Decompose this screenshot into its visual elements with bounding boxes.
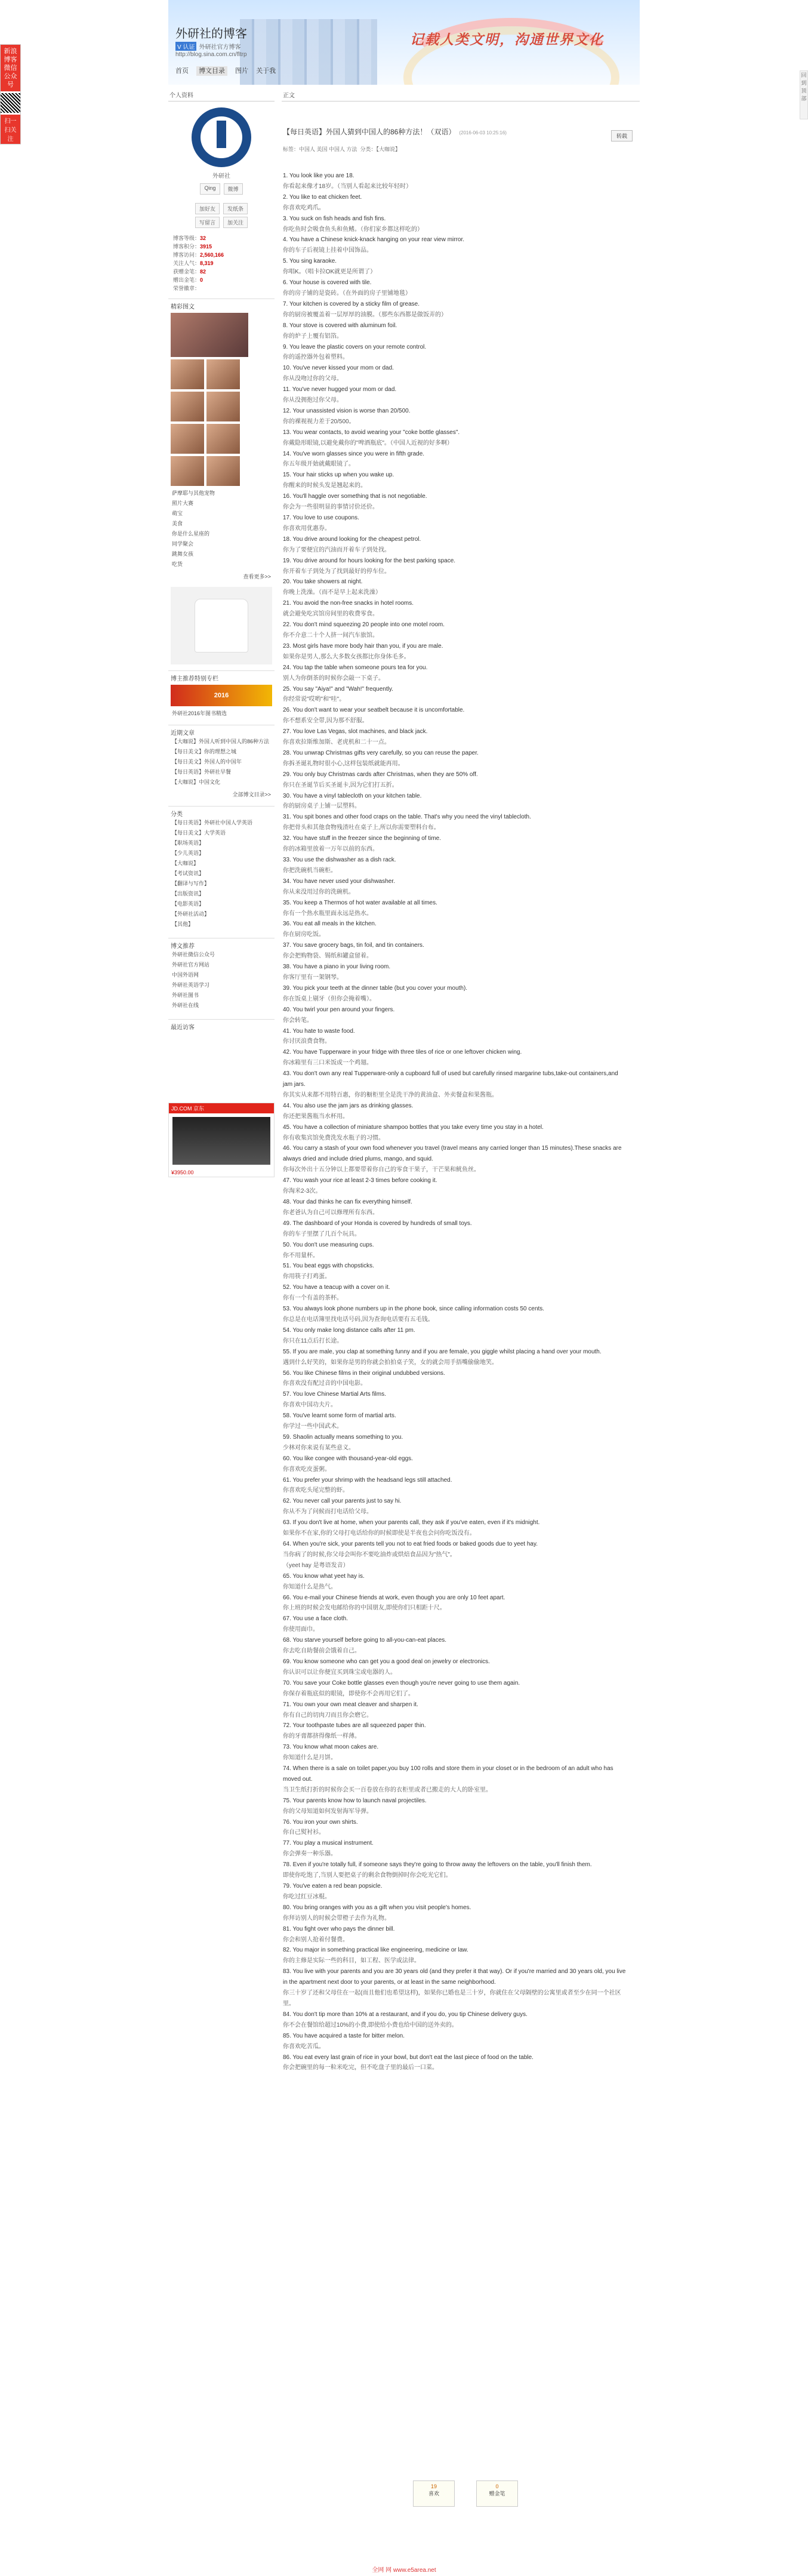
article-line: 11. You've never hugged your mom or dad. [283,386,397,393]
article-line: 63. If you don't live at home, when your parents call, they ask if you've eaten, even if it's midnight. [283,1519,540,1526]
article-line: 少林对你来说有某些意义。 [283,1444,354,1451]
main-heading: 正文 [282,88,640,101]
photo-thumb[interactable] [171,313,248,357]
photo-thumb[interactable] [206,456,240,486]
article-line: 71. You own your own meat cleaver and sharpen it. [283,1701,418,1708]
article-line: 81. You fight over who pays the dinner bill. [283,1925,395,1932]
category-link[interactable]: 【每日美文】大学英语 [172,830,226,836]
tshirt-image [195,599,248,653]
photo-thumb[interactable] [206,392,240,421]
photo-caption[interactable]: 跳舞女孩 [172,551,194,557]
article-line: 你吃鱼时会吸食鱼头和鱼鳍。（你们家乡都这样吃的） [283,226,423,233]
photo-thumb[interactable] [171,424,204,454]
article-line: 40. You twirl your pen around your fingers. [283,1006,395,1013]
article-line: 66. You e-mail your Chinese friends at work, even though you are only 10 feet apart. [283,1594,505,1601]
stat-visits: 博客访问：2,560,166 [173,252,224,258]
article-line: 64. When you're sick, your parents tell you not to eat fried foods or baked goods due to yeet hay. [283,1541,538,1547]
tshirt-ad[interactable] [171,587,272,664]
photo-thumb[interactable] [206,359,240,389]
avatar[interactable] [192,107,251,167]
article-line: 你的主修是实际一些的科目，如工程、医学或法律。 [283,1958,420,1965]
photo-caption[interactable]: 萌宝 [172,510,183,516]
sidebar [168,88,275,1177]
article-line: 你拆圣诞礼物时很小心,这样包装纸就能再用。 [283,760,404,767]
article-line: 你把骨头和其他食物残渣吐在桌子上,所以你需要塑料台布。 [283,824,440,832]
stat-followers: 关注人气：8,319 [173,260,214,266]
links-list [168,950,275,1013]
article-title [283,127,640,137]
blog-stats [173,234,275,293]
follow-button[interactable]: 加关注 [223,217,248,228]
article-line: 73. You know what moon cakes are. [283,1744,379,1751]
article-line: 你会和别人抢着付餐费。 [283,1936,349,1943]
article-line: 82. You major in something practical like engineering, medicine or law. [283,1947,468,1954]
article-line: 22. You don't mind squeezing 20 people into one motel room. [283,621,445,629]
article-line: 61. You prefer your shrimp with the headsand legs still attached. [283,1476,452,1484]
category-link[interactable]: 【大咖说】 [172,860,199,866]
article-line: 84. You don't tip more than 10% at a restaurant, and if you do, you tip Chinese delivery guys. [283,2011,528,2018]
article-line: 53. You always look phone numbers up in the phone book, since calling information costs 50 cents. [283,1306,545,1313]
article-line: 58. You've learnt some form of martial arts. [283,1412,396,1420]
banner-slogan: 记载人类文明，沟通世界文化 [410,32,604,48]
tags-label: 标签： [283,146,300,152]
article-line: 你的裸视视力差于20/500。 [283,418,355,425]
article-line: 29. You only buy Christmas cards after Christmas, when they are 50% off. [283,771,478,778]
blog-page [168,0,640,2497]
article-line: 23. Most girls have more body hair than you, if you are male. [283,642,443,650]
category-link[interactable]: 【翻译与写作】 [172,881,210,887]
article-line: 当卫生纸打折的时候你会买一百卷放在你的衣柜里或者已搬走的大人的卧室里。 [283,1786,492,1793]
article-line: 86. You eat every last grain of rice in your bowl, but don't eat the last piece of food on the table. [283,2054,533,2061]
recent-articles-title: 近期文章 [168,725,275,737]
all-articles-link[interactable]: 全部博文目录>> [232,792,271,798]
repost-button[interactable]: 转载 [611,130,633,141]
category-link[interactable]: 【外研社活动】 [172,911,210,917]
article-line: 10. You've never kissed your mom or dad. [283,365,394,372]
article-line: 65. You know what yeet hay is. [283,1572,365,1580]
article-line: 你的冰箱里放着一万年以前的东西。 [283,846,378,853]
like-count: 19 [430,2483,437,2489]
article-main [282,88,640,2073]
stat-points: 博客积分：3915 [173,244,212,250]
article-line: 你喜欢中国功夫片。 [283,1402,337,1409]
categories-list [168,818,275,932]
article-line: 你喜欢吃苦瓜。 [283,2043,325,2050]
article-line: 你喜欢吃鸡爪。 [283,204,325,211]
article-line: 3. You suck on fish heads and fish fins. [283,215,386,222]
links-title: 博文推荐 [168,938,275,950]
article-line: 你会把碗里的每一粒米吃完，但不吃盘子里的最后一口菜。 [283,2064,438,2072]
article-line: 35. You keep a Thermos of hot water available at all times. [283,899,437,906]
article-line: 43. You don't own any real Tupperware-only a cupboard full of used but carefully rinsed margarine tubs,take-out containers,and jam jars. [283,1070,618,1088]
article-line: 你认识可以让你便宜买到珠宝或电器的人。 [283,1669,396,1676]
article-line: 你保存着瓶底似的眼镜，即使你不会再用它们了。 [283,1690,414,1697]
article-line: （yeet hay 是粤语发音） [283,1562,349,1569]
article-line: 74. When there is a sale on toilet paper,you buy 100 rolls and store them in your closet or in the bedroom of an adult who has moved out. [283,1765,613,1783]
article-line: 你有一个有盖的茶杯。 [283,1295,343,1302]
article-line: 即使你吃饱了,当别人要把桌子的剩余食物倒掉时你会吃光它们。 [283,1872,452,1879]
nav-home[interactable]: 首页 [175,67,189,75]
friend-link[interactable]: 中国外语网 [172,972,199,978]
article-line: 你唱K。（唱卡拉OK就更是所谓了） [283,269,377,276]
article-line: 你有一个热水瓶里面永远是热水。 [283,910,372,917]
article-line: 76. You iron your own shirts. [283,1818,358,1826]
gift-label: 赠金笔 [489,2491,505,2497]
article-line: 62. You never call your parents just to say hi. [283,1498,402,1505]
article-time: (2016-06-03 10:25:16) [459,130,507,136]
rainbow-decoration [395,18,628,85]
photo-caption[interactable]: 萨摩耶与其他宠物 [172,490,215,496]
article-line: 31. You spit bones and other food craps on the table. That's why you need the vinyl tablecloth. [283,814,531,821]
article-actions [413,2480,518,2507]
weibo-qr-float[interactable] [0,44,21,144]
article-line: 1. You look like you are 18. [283,173,354,179]
photo-grid [168,310,275,488]
blog-subtitle [175,42,240,51]
article-line: 你会为一些很明显的事情讨价还价。 [283,504,378,511]
article-line: 你客厅里有一架钢琴。 [283,974,343,981]
more-photos-link[interactable]: 查看更多>> [243,574,271,580]
article-line: 你戴隐形眼镜,以避免戴你的"啤酒瓶底"。（中国人近视的好多啊） [283,439,453,447]
tower-icon [217,121,226,148]
stat-pens-received: 获赠金笔：82 [173,269,206,275]
article-line: 你会弹奏一种乐器。 [283,1851,337,1858]
article-line: 59. Shaolin actually means something to you. [283,1433,403,1441]
article-line: 你冰箱里有三口米饭或一个鸡翅。 [283,1060,372,1067]
article-line: 遇到什么好笑的，如果你是男的你就会拍拍桌子笑，女的就会用手捂嘴偷偷地笑。 [283,1359,498,1366]
category-link[interactable]: 【电影英语】 [172,901,205,907]
article-line: 你吃过红豆冰棍。 [283,1893,331,1900]
article-line: 你在饭桌上剔牙（但你会掩着嘴）。 [283,995,375,1002]
stat-pens-given: 赠出金笔：0 [173,277,203,283]
footer-watermark: 全网 网 www.e5area.net [372,2567,436,2574]
article-line: 你不想系安全带,因为那不舒服。 [283,718,368,725]
like-label: 喜欢 [428,2491,439,2497]
article-line: 你的父母知道如何发射海军导弹。 [283,1808,372,1815]
article-line: 你的车子里摆了几百个玩具。 [283,1230,360,1238]
article-line: 12. Your unassisted vision is worse than 20/500. [283,407,411,414]
article-line: 当你病了的时候,你父母会叫你不要吃油炸或烘焙食品因为"热气"。 [283,1551,456,1558]
article-line: 你会转笔。 [283,1017,313,1024]
article-line: 18. You drive around looking for the cheapest petrol. [283,535,421,543]
article-line: 7. Your kitchen is covered by a sticky film of grease. [283,300,420,307]
article-line: 你老爸认为自己可以修理所有东西。 [283,1209,378,1216]
category-link[interactable]: 【考试资讯】 [172,870,205,876]
jd-ad-header: JD.COM 京东 [169,1103,274,1113]
article-line: 你有自己的切肉刀而且你会磨它。 [283,1712,372,1719]
article-line: 9. You leave the plastic covers on your remote control. [283,343,427,350]
article-line: 你在厨房吃饭。 [283,931,325,938]
article-line: 44. You also use the jam jars as drinking glasses. [283,1102,414,1109]
jd-ad[interactable] [168,1103,275,1177]
photo-thumb[interactable] [206,424,240,454]
article-line: 你每次外出十五分钟以上都要带着你自己的零食干果子，干芒果和鱿鱼丝。 [283,1167,480,1174]
article-line: 45. You have a collection of miniature shampoo bottles that you take every time you stay in a hotel. [283,1124,544,1131]
article-line: 你只在11点后打长途。 [283,1337,343,1344]
back-to-top-tab[interactable]: 回到顶部 [800,70,808,119]
jd-price: ¥3950.00 [171,1169,194,1175]
article-meta [283,145,640,153]
article-line: 你会把购物袋、锡纸和罐盒留着。 [283,953,372,960]
article-line: 42. You have Tupperware in your fridge with three tiles of rice or one leftover chicken wing. [283,1049,522,1056]
article-line: 52. You have a teacup with a cover on it. [283,1284,390,1291]
article-line: 你三十岁了还和父母住在一起(而且他们也希望这样)，如果你已婚也是三十岁，你就住在父母隔壁的公寓里或者至少在同一个社区里。 [283,1990,621,2007]
blog-title[interactable]: 外研社的博客 [175,26,247,41]
article-line: 19. You drive around for hours looking for the best parking space. [283,557,456,564]
article-line: 46. You carry a stash of your own food whenever you travel (travel means any carried longer than 15 minutes).These snacks are always dried and include dried plums, mango, and squid. [283,1145,622,1163]
article-line: 5. You sing karaoke. [283,258,337,265]
article-line: 你从来没用过你的洗碗机。 [283,888,354,895]
recent-article-link[interactable]: 【每日美文】外国人的中国年 [172,759,242,765]
article-line: 49. The dashboard of your Honda is covered by hundreds of small toys. [283,1220,472,1227]
article-line: 38. You have a piano in your living room. [283,964,391,971]
article-line: 你喜欢吃头尾完整的虾。 [283,1487,349,1494]
article-line: 37. You save grocery bags, tin foil, and tin containers. [283,942,424,949]
article-line: 72. Your toothpaste tubes are all squeezed paper thin. [283,1722,426,1729]
jd-product-image [172,1117,270,1165]
article-line: 你从没拥抱过你父母。 [283,397,343,404]
article-line: 67. You use a face cloth. [283,1615,348,1623]
article-line: 你总是在电话簿里找电话号码,因为查询电话要有五毛钱。 [283,1316,434,1323]
article-line: 2. You like to eat chicken feet. [283,193,362,201]
nav-photos[interactable]: 图片 [235,67,249,75]
article-line: 48. Your dad thinks he can fix everything himself. [283,1199,412,1205]
article-line: 70. You save your Coke bottle glasses even though you're never going to use them again. [283,1679,520,1686]
article-line: 36. You eat all meals in the kitchen. [283,921,377,928]
stat-level: 博客等级：32 [173,235,206,241]
article-line: 你有收集宾馆免费洗发水瓶子的习惯。 [283,1134,384,1141]
verified-badge: V 认证 [175,42,196,51]
article-line: 你喜欢没有配过音的中国电影。 [283,1380,366,1387]
article-line: 30. You have a vinyl tablecloth on your kitchen table. [283,792,422,799]
write-message-button[interactable]: 写留言 [195,217,220,228]
gift-pen-button[interactable] [476,2480,518,2507]
article-line: 你的厨房桌子上铺一层塑料。 [283,803,360,810]
article-line: 你的炉子上覆有铝箔。 [283,333,343,340]
article-body [283,171,626,2073]
article-line: 28. You unwrap Christmas gifts very carefully, so you can reuse the paper. [283,749,479,756]
article-line: 79. You've eaten a red bean popsicle. [283,1883,383,1889]
red-promo-banner[interactable]: 2016 [171,685,272,706]
article-line: 68. You starve yourself before going to all-you-can-eat places. [283,1637,447,1644]
photo-caption[interactable]: 美食 [172,521,183,527]
article-line: 你上班的时候会发电邮给你的中国朋友,即使你们只相距十尺。 [283,1605,446,1612]
weibo-qr-caption: 扫一扫关注 [1,115,20,144]
visitors-title: 最近访客 [168,1019,275,1031]
article-line: 25. You say "Aiya!" and "Wah!" frequently. [283,685,393,693]
article-line: 别人为你倒茶的时候你会敲一下桌子。 [283,675,384,682]
article-line: 你用筷子打鸡蛋。 [283,1273,331,1281]
article-line: 你喜欢吃皮蛋粥。 [283,1466,331,1473]
photo-caption[interactable]: 你是什么星座的 [172,531,210,537]
article-line: 14. You've worn glasses since you were in fifth grade. [283,450,425,457]
article-line: 你从不为了问候而打电话给父母。 [283,1509,372,1516]
article-line: 56. You like Chinese films in their original undubbed versions. [283,1369,445,1377]
article-line: 75. Your parents know how to launch naval projectiles. [283,1797,427,1804]
article-line: 34. You have never used your dishwasher. [283,878,395,885]
photo-caption[interactable]: 照片大赛 [172,500,194,506]
article-line: 你自己熨衬衫。 [283,1829,325,1836]
article-line: 你为了要便宜的汽油而开着车子到处找。 [283,546,390,553]
qr-code-image [1,93,20,113]
ad-section-title: 博主推荐特别专栏 [168,670,275,682]
article-line: 你不会在餐馆给超过10%的小费,即使给小费也给中国的送外卖的。 [283,2021,458,2029]
article-line: 32. You have stuff in the freezer since the beginning of time. [283,835,441,842]
like-button[interactable] [413,2480,455,2507]
add-friend-button[interactable]: 加好友 [195,203,220,214]
article-line: 4. You have a Chinese knick-knack hanging on your rear view mirror. [283,236,465,244]
article-line: 47. You wash your rice at least 2-3 times before cooking it. [283,1177,437,1184]
friend-link[interactable]: 外研社英语学习 [172,982,210,988]
weibo-button[interactable]: 微博 [224,183,243,195]
photo-thumb[interactable] [171,359,204,389]
article-line: 你的遥控器外包着塑料。 [283,354,349,361]
profile-heading: 个人资料 [168,88,275,101]
blog-nav [175,66,282,75]
photo-caption[interactable]: 同学聚会 [172,541,194,547]
article-line: 你知道什么是月饼。 [283,1755,337,1762]
recent-article-link[interactable]: 【大咖说】外国人听到中国人的86种方法 [172,738,270,744]
article-line: 15. Your hair sticks up when you wake up. [283,472,394,479]
article-line: 24. You tap the table when someone pours tea for you. [283,664,428,671]
article-line: 你其实从来都不用特百惠，你的橱柜里全是洗干净的黄油盒、外卖餐盒和果酱瓶。 [283,1091,498,1098]
article-line: 57. You love Chinese Martial Arts films. [283,1391,386,1398]
category-link[interactable]: 【每日英语】外研社中国人学英语 [172,820,253,826]
article-line: 39. You pick your teeth at the dinner table (but you cover your mouth). [283,984,468,992]
article-line: 你的房子铺的是瓷砖。（在外面的房子里铺地毯） [283,290,411,297]
article-line: 83. You live with your parents and you are 30 years old (and they prefer it that way). Or if you're married and 30 years old, you live in the apartment next door to your parents, or at least in the same neighborhood. [283,1968,626,1986]
friend-link[interactable]: 外研社微信公众号 [172,952,215,958]
article-line: 你开着车子到处为了找到最好的停车位。 [283,568,390,575]
blog-url[interactable]: http://blog.sina.com.cn/fltrp [175,51,247,58]
article-line: 你拜访别人的时候会带橙子去作为礼物。 [283,1915,390,1922]
subtitle-text: 外研社官方博客 [199,44,241,51]
category-link[interactable]: 【少儿英语】 [172,850,205,856]
friend-link[interactable]: 外研社在线 [172,1002,199,1008]
nav-about[interactable]: 关于我 [256,67,276,75]
article-line: 你醒来的时候头发是翘起来的。 [283,482,366,490]
article-line: 如果你不在家,你的父母打电话给你的时候即使是半夜也会问你吃饭没有。 [283,1530,476,1537]
article-line: 85. You have acquired a taste for bitter melon. [283,2032,405,2039]
article-line: 17. You love to use coupons. [283,515,359,521]
categories-title: 分类 [168,806,275,818]
gift-count: 0 [495,2483,499,2489]
article-line: 54. You only make long distance calls after 11 pm. [283,1327,415,1334]
article-line: 你的厨房被覆盖着一层厚厚的油膜。（那些东西都是做饭弄的） [283,311,447,318]
article-line: 27. You love Las Vegas, slot machines, and black jack. [283,728,428,735]
article-line: 如果你是男人,那么大多数女孩都比你身体毛多。 [283,653,410,660]
category-link[interactable]: 【职场英语】 [172,840,205,846]
stat-badges: 荣誉徽章： [173,285,201,291]
article-line: 你还把果酱瓶当水杯用。 [283,1113,349,1120]
photos-title: 精彩图文 [168,298,275,310]
avatar-text: 外研社 [214,153,229,158]
article-line: 77. You play a musical instrument. [283,1840,374,1847]
article-line: 你使用面巾。 [283,1626,319,1633]
article-line: 55. If you are male, you clap at something funny and if you are female, you giggle whilst placing a hand over your mouth. [283,1348,602,1355]
article-line: 你的车子后视镜上挂着中国饰品。 [283,247,372,254]
article-line: 51. You beat eggs with chopsticks. [283,1263,374,1270]
category-link[interactable]: 【其他】 [172,921,194,927]
article-line: 你讨厌浪费食物。 [283,1038,331,1045]
article-title-text: 【每日英语】外国人猜到中国人的86种方法！（双语） [283,128,456,136]
article-line: 你去吃自助餐前会饿着自己。 [283,1648,360,1655]
article-line: 41. You hate to waste food. [283,1027,355,1035]
qing-button[interactable]: Qing [200,183,220,195]
recent-article-link[interactable]: 【每日英语】外研社早餐 [172,769,232,775]
article-line: 8. Your stove is covered with aluminum foil. [283,322,397,329]
recent-article-link[interactable]: 【大咖说】中国文化 [172,779,221,785]
article-line: 69. You know someone who can get you a good deal on jewelry or electronics. [283,1658,490,1665]
article-line: 你的牙膏都挤得像纸一样薄。 [283,1733,360,1740]
article-line: 你学过一些中国武术。 [283,1423,343,1430]
weibo-qr-title: 新浪博客 微信公众号 [1,45,20,91]
ad-caption[interactable]: 外研社2016年图书精选 [172,710,227,716]
article-line: 你喜欢拉斯维加斯、老虎机和二十一点。 [283,739,390,746]
article-line: 你把洗碗机当碗柜。 [283,867,337,874]
article-line: 33. You use the dishwasher as a dish rack. [283,857,396,863]
article-line: 你只在圣诞节后买圣诞卡,因为它们打五折。 [283,781,398,789]
send-note-button[interactable]: 发纸条 [223,203,248,214]
photo-captions [168,488,275,572]
friend-link[interactable]: 外研社图书 [172,992,199,998]
recent-article-link[interactable]: 【每日美文】你的理想之城 [172,749,237,755]
article-line: 6. Your house is covered with tile. [283,279,372,287]
photo-thumb[interactable] [171,392,204,421]
profile-name[interactable]: 外研社 [212,173,230,180]
blog-banner [168,0,640,85]
article-line: 50. You don't use measuring cups. [283,1241,374,1248]
article-line: 你知道什么是热气。 [283,1583,337,1590]
nav-article-list[interactable]: 博文目录 [196,66,227,76]
article-line: 你晚上洗澡。（而不是早上起来洗澡） [283,589,381,596]
article-line: 就会避免吃宾馆房间里的收费零食。 [283,611,378,618]
article-line: 80. You bring oranges with you as a gift when you visit people's homes. [283,1904,471,1911]
article-line: 60. You like congee with thousand-year-old eggs. [283,1455,413,1462]
article-line: 26. You don't want to wear your seatbelt because it is uncomfortable. [283,707,465,714]
article-line: 20. You take showers at night. [283,578,363,586]
article-line: 16. You'll haggle over something that is not negotiable. [283,493,427,500]
photo-thumb[interactable] [171,456,204,486]
article-line: 你经常说"哎哟"和"哇"。 [283,696,346,703]
friend-link[interactable]: 外研社官方网站 [172,962,210,968]
article-line: 你看起来像才18岁。（当别人看起来比较年轻时） [283,183,412,190]
article-line: 你喜欢用优惠券。 [283,525,331,532]
article-category[interactable]: 分类：【大咖说】 [360,146,401,152]
article-line: 13. You wear contacts, to avoid wearing your "coke bottle glasses". [283,429,460,436]
article-line: 你不介意二十个人挤一间汽车旅馆。 [283,632,378,639]
photo-caption[interactable]: 吃货 [172,561,183,567]
article-line: 你从没吻过你的父母。 [283,376,343,383]
article-line: 你不用量杯。 [283,1252,319,1259]
article-line: 你五年级开始就戴眼镜了。 [283,461,354,468]
category-link[interactable]: 【出版资讯】 [172,891,205,897]
article-tags[interactable]: 中国人 美国 中国人 方法 [299,146,357,152]
article-line: 78. Even if you're totally full, if someone says they're going to throw away the leftovers on the table, you'll finish them. [283,1861,592,1869]
recent-articles-list [168,737,275,790]
article-line: 21. You avoid the non-free snacks in hotel rooms. [283,600,414,607]
article-line: 你淘米2-3次。 [283,1188,322,1195]
